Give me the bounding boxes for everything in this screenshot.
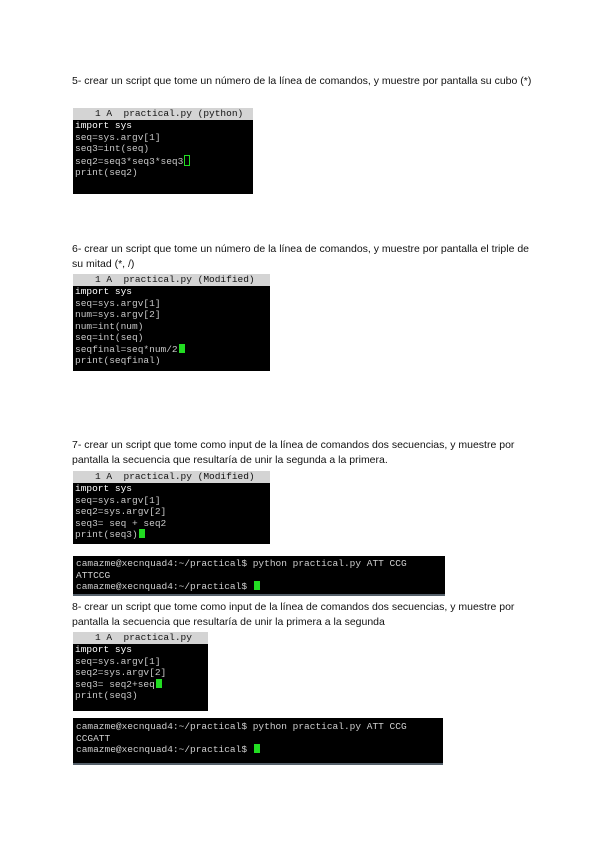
code-line: seq=sys.argv[1] [75,131,161,143]
text-cursor [254,581,260,590]
code-line: print(seqfinal) [75,355,161,366]
editor-window [73,108,253,194]
exercise-8-text: 8- crear un script que tome como input de la línea de comandos dos secuencias, y muestre por pantalla la secuencia que resultaría de unir la primera a la segunda [72,601,515,628]
code-text: seq3= seq2+seq [75,678,155,690]
terminal-line [73,744,443,756]
code-line: print(seq3) [75,690,138,701]
code-line: import sys [75,120,133,131]
terminal-window [73,556,445,596]
editor-title: 1 A practical.py [73,632,208,644]
code-text: print(seq3) [75,529,138,540]
code-line: num=int(num) [75,320,144,332]
exercise-7-text: 7- crear un script que tome como input de la línea de comandos dos secuencias, y muestre por pantalla la secuencia que resultaría de unir la segunda a la primera. [72,439,515,466]
code-line: num=sys.argv[2] [75,309,161,320]
terminal-line: camazme@xecnquad4:~/practical$ python practical.py ATT CCG [76,721,407,732]
code-text: seqfinal=seq*num/2 [75,343,178,355]
text-cursor [156,679,162,688]
code-line: seq3= seq + seq2 [75,517,167,529]
exercise-6-text: 6- crear un script que tome un número de la línea de comandos, y muestre por pantalla el triple de su mitad (*, /) [72,243,530,270]
editor-title: 1 A practical.py (Modified) [73,274,270,286]
code-line: import sys [75,483,133,494]
code-line: seq2=sys.argv[2] [75,667,167,678]
code-line: seq2=sys.argv[2] [75,506,167,517]
editor-window [73,471,270,544]
editor-title: 1 A practical.py (python) [73,108,253,120]
code-line [73,155,253,168]
code-line [73,529,270,541]
code-line: import sys [75,286,133,297]
terminal-line: camazme@xecnquad4:~/practical$ python practical.py ATT CCG [76,558,407,569]
terminal-prompt: camazme@xecnquad4:~/practical$ [76,581,253,592]
editor-title: 1 A practical.py (Modified) [73,471,270,483]
code-line: seq=sys.argv[1] [75,655,161,667]
terminal-line: ATTCCG [76,569,111,581]
terminal-line: CCGATT [76,732,111,744]
code-line: seq=int(seq) [75,332,144,343]
terminal-line [73,581,445,593]
code-line: import sys [75,644,133,655]
code-line: seq=sys.argv[1] [75,297,161,309]
code-line: print(seq2) [75,167,138,178]
code-text: seq2=seq3*seq3*seq3 [75,155,184,167]
code-line: seq3=int(seq) [75,143,150,154]
editor-window [73,632,208,711]
code-line [73,679,208,691]
terminal-prompt: camazme@xecnquad4:~/practical$ [76,744,253,755]
terminal-window [73,718,443,765]
text-cursor [254,744,260,753]
editor-window [73,274,270,371]
exercise-5-text: 5- crear un script que tome un número de la línea de comandos, y muestre por pantalla su cubo (*) [72,75,532,87]
text-cursor [184,155,190,166]
text-cursor [179,344,185,353]
code-line [73,344,270,356]
text-cursor [139,529,145,538]
code-line: seq=sys.argv[1] [75,494,161,506]
